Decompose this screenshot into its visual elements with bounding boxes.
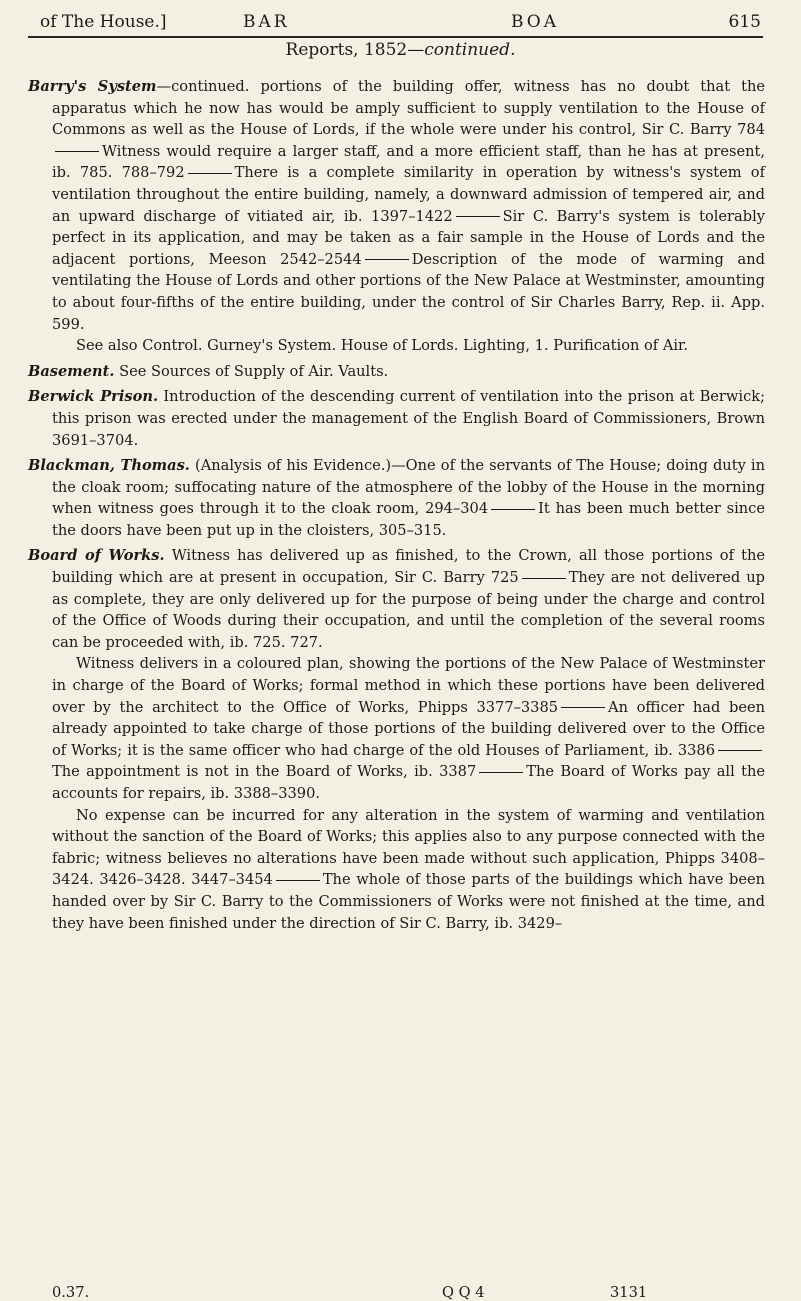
rule-dash: [522, 578, 566, 579]
entry-text: Introduction of the descending current of ventilation into the prison at Berwick; this prison was erected under the management of the English Board of Commissioners, Brown 3691–3704.: [52, 388, 766, 449]
footer-left: 0.37.: [52, 1284, 90, 1301]
footer-right: 3131: [610, 1284, 648, 1301]
section-subhead: [0, 40, 801, 60]
entry-text: Description of the mode of warming and ventilating the House of Lords and other portions of the New Palace at Westminster, amounting to about four-fifths of the entire building, under the control of Sir Charles Barry, Rep. ii. App. 599.: [52, 250, 765, 333]
entry-board-of-works: [28, 545, 765, 934]
entry-text: Sir C. Barry's system is tolerably perfect in its application, and may be taken as a fair sample in the House of Lords and the adjacent portions, Meeson 2542–2544: [52, 207, 765, 268]
entry-heading: Board of Works.: [28, 547, 165, 565]
running-header: [28, 6, 763, 38]
printer-signature: Q Q 4: [442, 1284, 485, 1301]
entry-heading: Blackman, Thomas.: [28, 457, 190, 475]
rule-dash: [718, 750, 762, 751]
page-number: 615: [728, 12, 761, 32]
rule-dash: [456, 216, 500, 217]
index-body: [28, 76, 765, 934]
entry-text: It has been much better since the doors have been put up in the cloisters, 305–315.: [52, 500, 765, 539]
entry-text: Witness has delivered up as finished, to the Crown, all those portions of the building which are at present in occupation, Sir C. Barry 725: [52, 547, 765, 587]
subhead-suffix: continued.: [424, 40, 516, 60]
entry-barrys-system: [28, 76, 765, 357]
entry-heading: Barry's System: [28, 78, 157, 95]
entry-text: (Analysis of his Evidence.)—One of the servants of The House; doing duty in the cloak room; suffocating nature of the atmosphere of the lobby of the House in the morning when witness goes through it to the cloak room, 294–304: [52, 457, 766, 518]
rule-dash: [188, 173, 232, 174]
entry-blackman-thomas: [28, 455, 765, 541]
entry-text: Witness would require a larger staff, and a more efficient staff, than he has at present, ib. 785. 788–792: [52, 142, 765, 182]
entry-text: Witness delivers in a coloured plan, showing the portions of the New Palace of Westminster in charge of the Board of Works; formal method in which these portions have been delivered over by the architect to the Office of Works, Phipps 3377–3385: [52, 655, 765, 716]
entry-text: There is a complete similarity in operation by witness's system of ventilation throughout the entire building, namely, a downward admission of tempered air, and an upward discharge of vitiated air, ib. 1397–1422: [52, 164, 765, 225]
rule-dash: [55, 151, 99, 152]
entry-text: See Sources of Supply of Air. Vaults.: [114, 362, 389, 380]
rule-dash: [276, 880, 320, 881]
see-also: See also Control. Gurney's System. House of Lords. Lighting, 1. Purification of Air.: [76, 337, 689, 355]
header-range-end: BOA: [511, 12, 560, 32]
header-range-start: BAR: [243, 12, 290, 32]
entry-heading: Basement.: [28, 362, 115, 380]
entry-basement: [28, 361, 765, 383]
entry-text: An officer had been already appointed to take charge of those portions of the building delivered over to the Office of Works; it is the same officer who had charge of the old Houses of Parliament, ib. 3386: [52, 698, 766, 759]
rule-dash: [479, 772, 523, 773]
entry-text: The Board of Works pay all the accounts for repairs, ib. 3388–3390.: [52, 763, 765, 802]
entry-text: They are not delivered up as complete, they are only delivered up for the purpose of being under the charge and control of the Office of Woods during their occupation, and until the completion of the several rooms can be proceeded with, ib. 725. 727.: [52, 569, 765, 651]
entry-text: The whole of those parts of the buildings which have been handed over by Sir C. Barry to the Commissioners of Works were not finished at the time, and they have been finished under the direction of Sir C. Barry, ib. 3429–: [52, 871, 765, 932]
entry-heading: Berwick Prison.: [28, 388, 159, 406]
header-left: of The House.]: [40, 12, 167, 32]
rule-dash: [365, 259, 409, 260]
entry-text: —continued. portions of the building offer, witness has no doubt that the apparatus which he now has would be amply sufficient to supply ventilation to the House of Commons as well as the House of Lords, if the whole were under his control, Sir C. Barry 784: [52, 78, 765, 139]
entry-text: No expense can be incurred for any alteration in the system of warming and ventilation without the sanction of the Board of Works; this applies also to any purpose connected with the fabric; witness believes no alterations have been made without such application, Phipps 3408–3424. 3426–3428. 3447–3454: [52, 806, 765, 889]
entry-berwick-prison: [28, 386, 765, 451]
entry-text: The appointment is not in the Board of Works, ib. 3387: [52, 763, 477, 781]
rule-dash: [561, 707, 605, 708]
rule-dash: [491, 509, 535, 510]
subhead-prefix: Reports, 1852—: [285, 40, 425, 60]
